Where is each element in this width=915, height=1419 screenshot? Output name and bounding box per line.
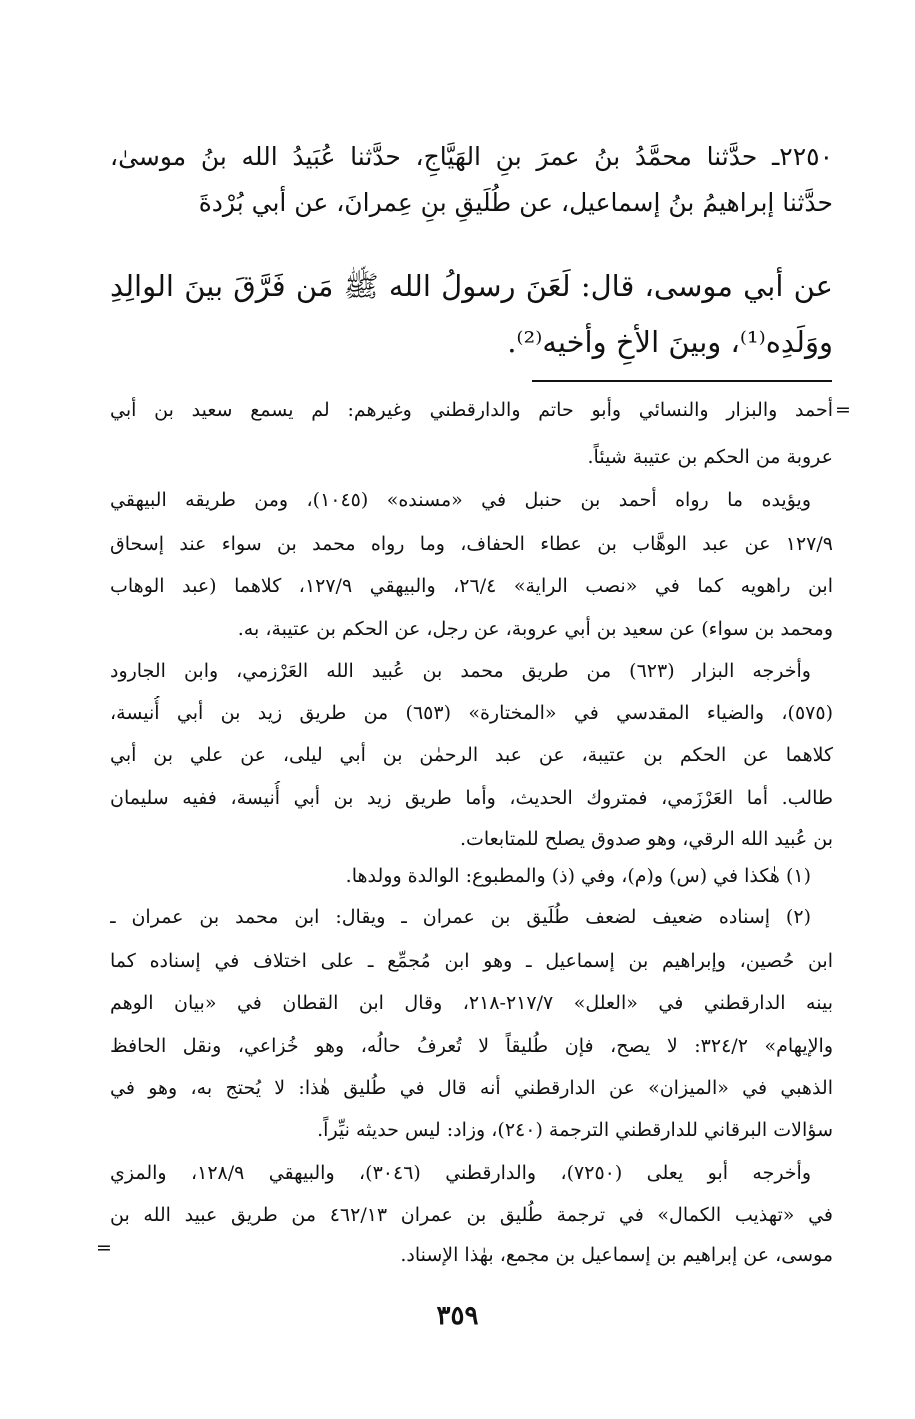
- footnote-2-line-3: بينه الدارقطني في «العلل» ٢١٧/٧-٢١٨، وقال ابن القطان في «بيان الوهم: [110, 992, 833, 1014]
- footnote-2-line-7: وأخرجه أبو يعلى (٧٢٥٠)، والدارقطني (٣٠٤٦)، والبيهقي ١٢٨/٩، والمزي: [110, 1162, 811, 1184]
- hadith-line-3: عن أبي موسى، قال: لَعَنَ رسولُ الله ﷺ مَن فَرَّقَ بينَ الوالِدِ: [110, 269, 833, 303]
- footnote-line-2: عروبة من الحكم بن عتيبة شيئاً.: [587, 446, 833, 468]
- continuation-mark-top: =: [835, 399, 851, 421]
- footnote-2-line-2: ابن حُصين، وإبراهيم بن إسماعيل ـ وهو ابن مُجمِّع ـ على اختلاف في إسناده كما: [110, 950, 833, 972]
- footnote-line-8: (٥٧٥)، والضياء المقدسي في «المختارة» (٦٥٣) من طريق زيد بن أبي أُنيسة،: [110, 702, 833, 724]
- footnote-line-3: ويؤيده ما رواه أحمد بن حنبل في «مسنده» (١٠٤٥)، ومن طريقه البيهقي: [110, 489, 811, 511]
- footnote-line-5: ابن راهويه كما في «نصب الراية» ٢٦/٤، والبيهقي ١٢٧/٩، كلاهما (عبد الوهاب: [110, 575, 833, 597]
- footnote-2-line-4: والإيهام» ٣٢٤/٢: لا يصح، فإن طُليقاً لا تُعرفُ حالُه، وهو خُزاعي، ونقل الحافظ: [110, 1035, 833, 1057]
- footnote-separator: [532, 380, 832, 382]
- footnote-2-line-1: (٢) إسناده ضعيف لضعف طُلَيق بن عمران ـ ويقال: ابن محمد بن عمران ـ: [110, 906, 811, 928]
- footnote-2-line-8: في «تهذيب الكمال» في ترجمة طُليق بن عمران ٤٦٢/١٣ من طريق عبيد الله بن: [110, 1204, 833, 1226]
- footnote-line-11: بن عُبيد الله الرقي، وهو صدوق يصلح للمتابعات.: [459, 828, 833, 850]
- continuation-mark-bottom: =: [96, 1237, 112, 1259]
- hadith-line-1: ٢٢٥٠ـ حدَّثنا محمَّدُ بنُ عمرَ بنِ الهَيَّاجِ، حدَّثنا عُبَيدُ الله بنُ موسىٰ،: [110, 142, 833, 171]
- footnote-line-4: ١٢٧/٩ عن عبد الوهَّاب بن عطاء الحفاف، وما رواه محمد بن سواء عند إسحاق: [110, 533, 833, 555]
- footnote-1: (١) هٰكذا في (س) و(م)، وفي (ذ) والمطبوع: الوالدة وولدها.: [345, 865, 811, 887]
- hadith-line-2: حدَّثنا إبراهيمُ بنُ إسماعيل، عن طُلَيقِ بنِ عِمرانَ، عن أبي بُرْدةَ: [198, 188, 833, 217]
- footnote-line-9: كلاهما عن الحكم بن عتيبة، عن عبد الرحمٰن بن أبي ليلى، عن علي بن أبي: [110, 744, 833, 766]
- footnote-line-10: طالب. أما العَرْزَمي، فمتروك الحديث، وأما طريق زيد بن أبي أُنيسة، ففيه سليمان: [110, 787, 833, 809]
- footnote-line-6: ومحمد بن سواء) عن سعيد بن أبي عروبة، عن رجل، عن الحكم بن عتيبة، به.: [237, 618, 833, 640]
- footnote-2-line-6: سؤالات البرقاني للدارقطني الترجمة (٢٤٠)، وزاد: ليس حديثه نيِّراً.: [317, 1119, 833, 1141]
- footnote-2-line-9: موسى، عن إبراهيم بن إسماعيل بن مجمع، بهٰذا الإسناد.: [400, 1244, 833, 1266]
- hadith-line-4: ووَلَدِه⁽¹⁾، وبينَ الأخِ وأخيه⁽²⁾.: [507, 325, 833, 359]
- footnote-2-line-5: الذهبي في «الميزان» عن الدارقطني أنه قال في طُليق هٰذا: لا يُحتج به، وهو في: [110, 1077, 833, 1099]
- footnote-line-1: أحمد والبزار والنسائي وأبو حاتم والدارقطني وغيرهم: لم يسمع سعيد بن أبي: [110, 399, 833, 421]
- page-number: ٣٥٩: [436, 1301, 479, 1331]
- footnote-line-7: وأخرجه البزار (٦٢٣) من طريق محمد بن عُبيد الله العَرْزمي، وابن الجارود: [110, 660, 811, 682]
